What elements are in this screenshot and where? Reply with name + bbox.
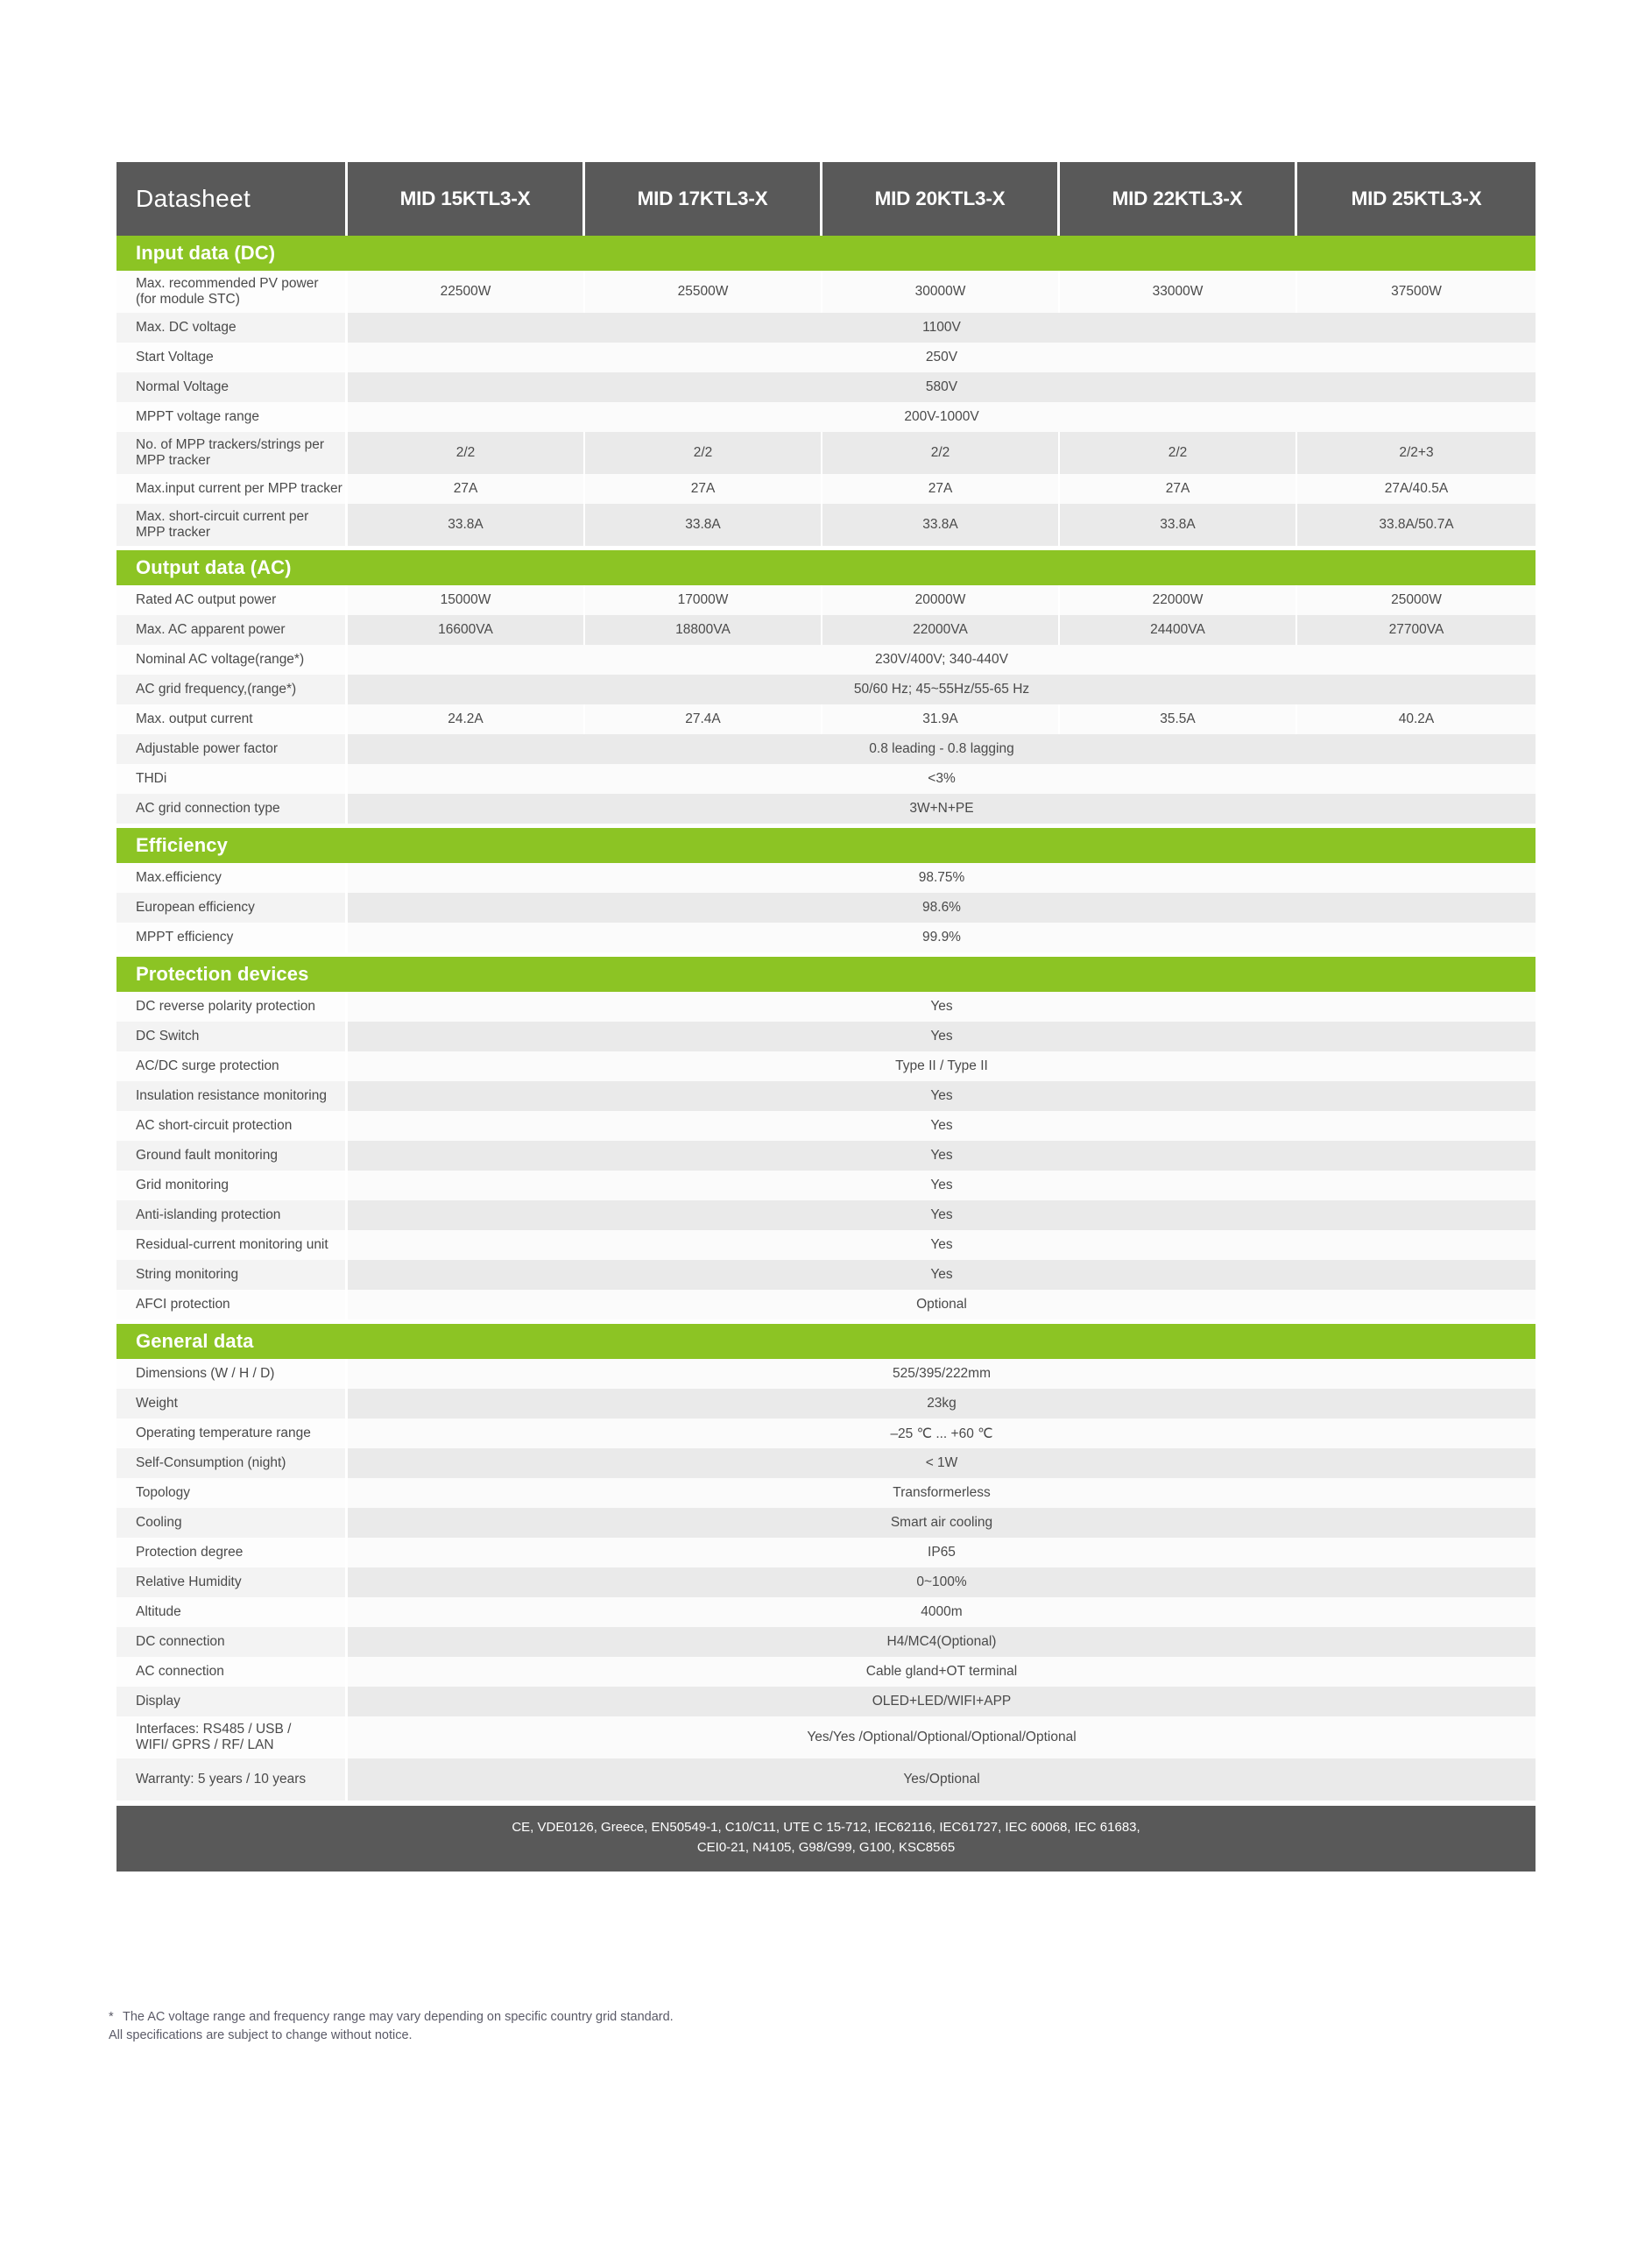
row-value-model-0: 2/2: [348, 432, 585, 474]
table-row: [116, 734, 1536, 764]
row-value-all-models: Yes: [348, 1111, 1536, 1141]
row-label: Warranty: 5 years / 10 years: [116, 1758, 348, 1801]
row-label: String monitoring: [116, 1260, 348, 1290]
row-label: Ground fault monitoring: [116, 1141, 348, 1171]
row-label: MPPT voltage range: [116, 402, 348, 432]
row-label: Topology: [116, 1478, 348, 1508]
row-value-all-models: –25 ℃ ... +60 ℃: [348, 1419, 1536, 1448]
row-label: Operating temperature range: [116, 1419, 348, 1448]
row-label: Max. DC voltage: [116, 313, 348, 343]
section-title: Output data (AC): [116, 550, 1536, 585]
row-label: Max.efficiency: [116, 863, 348, 893]
row-value-all-models: OLED+LED/WIFI+APP: [348, 1687, 1536, 1716]
row-label: Interfaces: RS485 / USB / WIFI/ GPRS / RF/ LAN: [116, 1716, 348, 1758]
row-label: Insulation resistance monitoring: [116, 1081, 348, 1111]
row-value-model-1: 27.4A: [585, 704, 822, 734]
table-row: [116, 504, 1536, 546]
row-value-all-models: Yes: [348, 1141, 1536, 1171]
footnote-asterisk: *: [109, 2010, 114, 2024]
row-label: Protection degree: [116, 1538, 348, 1567]
row-label: Relative Humidity: [116, 1567, 348, 1597]
row-label: Adjustable power factor: [116, 734, 348, 764]
row-label: Max. AC apparent power: [116, 615, 348, 645]
table-row: [116, 585, 1536, 615]
row-value-all-models: 230V/400V; 340-440V: [348, 645, 1536, 675]
table-row: [116, 893, 1536, 923]
row-value-model-4: 27A/40.5A: [1297, 474, 1536, 504]
row-label: European efficiency: [116, 893, 348, 923]
row-value-model-1: 33.8A: [585, 504, 822, 546]
footnote-text: The AC voltage range and frequency range may vary depending on specific country grid standard. All specifications are subject to change without notice.: [109, 2010, 674, 2043]
row-label: Residual-current monitoring unit: [116, 1230, 348, 1260]
table-row: [116, 1081, 1536, 1111]
table-row: [116, 343, 1536, 372]
row-value-all-models: Yes: [348, 1171, 1536, 1200]
row-label: Cooling: [116, 1508, 348, 1538]
model-header-0: MID 15KTL3-X: [348, 162, 585, 236]
row-value-model-0: 24.2A: [348, 704, 585, 734]
model-header-1: MID 17KTL3-X: [585, 162, 822, 236]
row-value-all-models: Yes/Optional: [348, 1758, 1536, 1801]
row-value-all-models: <3%: [348, 764, 1536, 794]
row-value-all-models: 0.8 leading - 0.8 lagging: [348, 734, 1536, 764]
row-label: AC/DC surge protection: [116, 1051, 348, 1081]
row-label: Rated AC output power: [116, 585, 348, 615]
row-label: Grid monitoring: [116, 1171, 348, 1200]
row-value-model-1: 17000W: [585, 585, 822, 615]
row-label: Max.input current per MPP tracker: [116, 474, 348, 504]
table-row: [116, 1687, 1536, 1716]
row-label: DC connection: [116, 1627, 348, 1657]
row-value-all-models: Yes: [348, 1230, 1536, 1260]
row-value-model-2: 27A: [822, 474, 1060, 504]
table-body: [116, 236, 1536, 1801]
row-value-all-models: 200V-1000V: [348, 402, 1536, 432]
table-row: [116, 863, 1536, 893]
row-label: Start Voltage: [116, 343, 348, 372]
table-row: [116, 1538, 1536, 1567]
row-value-model-3: 2/2: [1060, 432, 1297, 474]
table-row: [116, 1171, 1536, 1200]
table-row: [116, 1359, 1536, 1389]
row-value-model-4: 40.2A: [1297, 704, 1536, 734]
row-label: AC short-circuit protection: [116, 1111, 348, 1141]
row-label: Normal Voltage: [116, 372, 348, 402]
table-row: [116, 1758, 1536, 1801]
datasheet-title: Datasheet: [116, 162, 348, 236]
table-row: [116, 372, 1536, 402]
row-value-model-0: 27A: [348, 474, 585, 504]
row-value-all-models: 3W+N+PE: [348, 794, 1536, 824]
row-value-all-models: 525/395/222mm: [348, 1359, 1536, 1389]
specifications-table: [116, 162, 1536, 1801]
row-value-all-models: 4000m: [348, 1597, 1536, 1627]
table-row: [116, 402, 1536, 432]
section-band: [116, 828, 1536, 863]
row-value-all-models: 99.9%: [348, 923, 1536, 952]
section-band: [116, 236, 1536, 271]
table-row: [116, 923, 1536, 952]
row-value-model-4: 27700VA: [1297, 615, 1536, 645]
table-row: [116, 1419, 1536, 1448]
table-row: [116, 1597, 1536, 1627]
row-value-all-models: Yes: [348, 992, 1536, 1022]
table-row: [116, 645, 1536, 675]
row-value-all-models: Yes: [348, 1022, 1536, 1051]
row-value-all-models: 50/60 Hz; 45~55Hz/55-65 Hz: [348, 675, 1536, 704]
section-title: Protection devices: [116, 957, 1536, 992]
row-value-all-models: 23kg: [348, 1389, 1536, 1419]
table-row: [116, 794, 1536, 824]
row-value-all-models: 0~100%: [348, 1567, 1536, 1597]
table-row: [116, 615, 1536, 645]
section-title: General data: [116, 1324, 1536, 1359]
row-value-all-models: Cable gland+OT terminal: [348, 1657, 1536, 1687]
row-value-all-models: Smart air cooling: [348, 1508, 1536, 1538]
table-header: [116, 162, 1536, 236]
row-value-model-0: 22500W: [348, 271, 585, 313]
row-label: AFCI protection: [116, 1290, 348, 1320]
row-value-model-3: 24400VA: [1060, 615, 1297, 645]
row-value-all-models: Yes/Yes /Optional/Optional/Optional/Optional: [348, 1716, 1536, 1758]
row-label: Altitude: [116, 1597, 348, 1627]
row-value-all-models: IP65: [348, 1538, 1536, 1567]
datasheet-page: [116, 162, 1536, 1872]
table-row: [116, 474, 1536, 504]
table-row: [116, 1389, 1536, 1419]
model-header-4: MID 25KTL3-X: [1297, 162, 1536, 236]
table-row: [116, 1022, 1536, 1051]
row-value-model-1: 25500W: [585, 271, 822, 313]
row-value-all-models: 98.75%: [348, 863, 1536, 893]
table-row: [116, 271, 1536, 313]
certifications-bar: CE, VDE0126, Greece, EN50549-1, C10/C11, UTE C 15-712, IEC62116, IEC61727, IEC 60068, IEC 61683, CEI0-21, N4105, G98/G99, G100, KSC8565: [116, 1806, 1536, 1872]
section-band: [116, 550, 1536, 585]
table-row: [116, 1051, 1536, 1081]
row-value-all-models: Transformerless: [348, 1478, 1536, 1508]
row-label: No. of MPP trackers/strings per MPP tracker: [116, 432, 348, 474]
row-value-model-4: 33.8A/50.7A: [1297, 504, 1536, 546]
section-title: Input data (DC): [116, 236, 1536, 271]
row-label: DC reverse polarity protection: [116, 992, 348, 1022]
row-value-model-3: 35.5A: [1060, 704, 1297, 734]
row-value-model-3: 33.8A: [1060, 504, 1297, 546]
row-label: Display: [116, 1687, 348, 1716]
table-row: [116, 1200, 1536, 1230]
row-value-model-0: 15000W: [348, 585, 585, 615]
row-value-all-models: Yes: [348, 1200, 1536, 1230]
row-value-model-1: 18800VA: [585, 615, 822, 645]
section-title: Efficiency: [116, 828, 1536, 863]
row-label: Dimensions (W / H / D): [116, 1359, 348, 1389]
row-label: Max. short-circuit current per MPP tracker: [116, 504, 348, 546]
row-label: AC grid connection type: [116, 794, 348, 824]
table-row: [116, 992, 1536, 1022]
row-value-model-1: 27A: [585, 474, 822, 504]
section-band: [116, 957, 1536, 992]
table-row: [116, 1230, 1536, 1260]
row-value-model-4: 37500W: [1297, 271, 1536, 313]
row-label: MPPT efficiency: [116, 923, 348, 952]
row-value-model-2: 33.8A: [822, 504, 1060, 546]
row-value-all-models: Optional: [348, 1290, 1536, 1320]
row-value-all-models: Type II / Type II: [348, 1051, 1536, 1081]
row-label: Self-Consumption (night): [116, 1448, 348, 1478]
table-row: [116, 1111, 1536, 1141]
row-value-all-models: 580V: [348, 372, 1536, 402]
table-row: [116, 764, 1536, 794]
table-row: [116, 1141, 1536, 1171]
row-label: Anti-islanding protection: [116, 1200, 348, 1230]
row-label: THDi: [116, 764, 348, 794]
row-value-model-3: 27A: [1060, 474, 1297, 504]
row-label: Weight: [116, 1389, 348, 1419]
row-value-all-models: Yes: [348, 1260, 1536, 1290]
row-label: Max. recommended PV power (for module STC): [116, 271, 348, 313]
row-value-model-0: 16600VA: [348, 615, 585, 645]
row-value-model-2: 30000W: [822, 271, 1060, 313]
table-row: [116, 1290, 1536, 1320]
row-value-model-2: 22000VA: [822, 615, 1060, 645]
row-value-all-models: 98.6%: [348, 893, 1536, 923]
row-label: AC grid frequency,(range*): [116, 675, 348, 704]
table-row: [116, 432, 1536, 474]
row-label: AC connection: [116, 1657, 348, 1687]
table-row: [116, 1260, 1536, 1290]
footnote: [109, 2008, 1335, 2045]
row-value-all-models: H4/MC4(Optional): [348, 1627, 1536, 1657]
row-value-model-2: 31.9A: [822, 704, 1060, 734]
table-row: [116, 1508, 1536, 1538]
row-label: Max. output current: [116, 704, 348, 734]
row-value-all-models: < 1W: [348, 1448, 1536, 1478]
model-header-2: MID 20KTL3-X: [822, 162, 1060, 236]
table-row: [116, 1716, 1536, 1758]
section-band: [116, 1324, 1536, 1359]
row-value-model-1: 2/2: [585, 432, 822, 474]
header-row: [116, 162, 1536, 236]
row-value-model-3: 33000W: [1060, 271, 1297, 313]
model-header-3: MID 22KTL3-X: [1060, 162, 1297, 236]
table-row: [116, 704, 1536, 734]
table-row: [116, 1478, 1536, 1508]
table-row: [116, 675, 1536, 704]
table-row: [116, 1448, 1536, 1478]
row-value-all-models: Yes: [348, 1081, 1536, 1111]
table-row: [116, 1657, 1536, 1687]
row-value-all-models: 250V: [348, 343, 1536, 372]
row-value-all-models: 1100V: [348, 313, 1536, 343]
row-value-model-2: 20000W: [822, 585, 1060, 615]
table-row: [116, 1567, 1536, 1597]
row-value-model-2: 2/2: [822, 432, 1060, 474]
row-value-model-3: 22000W: [1060, 585, 1297, 615]
row-label: DC Switch: [116, 1022, 348, 1051]
row-value-model-4: 2/2+3: [1297, 432, 1536, 474]
row-label: Nominal AC voltage(range*): [116, 645, 348, 675]
table-row: [116, 1627, 1536, 1657]
row-value-model-0: 33.8A: [348, 504, 585, 546]
table-row: [116, 313, 1536, 343]
row-value-model-4: 25000W: [1297, 585, 1536, 615]
